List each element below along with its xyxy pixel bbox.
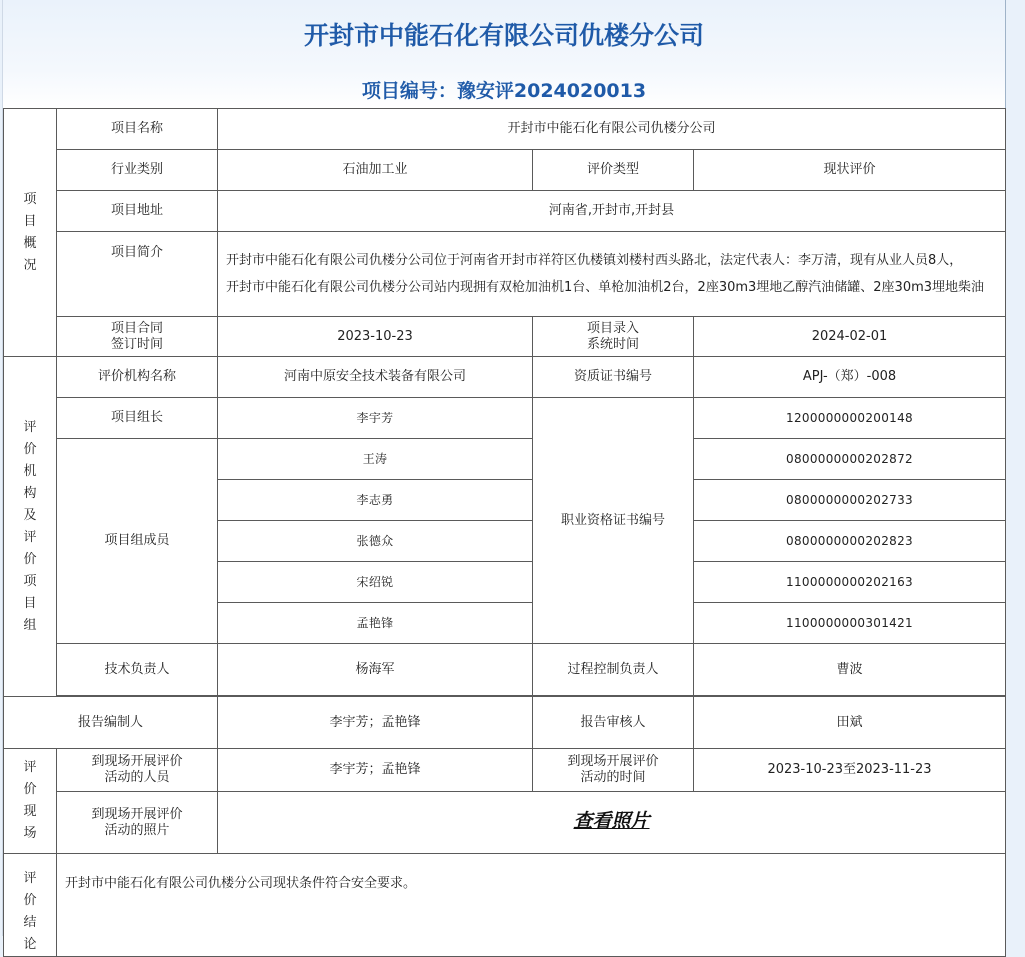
professional-cert-label: 职业资格证书编号 — [533, 398, 694, 644]
process-control-value: 曹波 — [694, 644, 1006, 696]
entry-date-label: 项目录入 系统时间 — [533, 317, 694, 357]
tech-lead-value: 杨海军 — [218, 644, 533, 696]
contract-date-value: 2023-10-23 — [218, 317, 533, 357]
site-people-value: 李宇芳；孟艳锋 — [218, 749, 533, 792]
address-value: 河南省,开封市,开封县 — [218, 191, 1006, 232]
report-page — [2, 0, 1006, 952]
site-photo-cell — [218, 792, 1006, 854]
contract-date-label: 项目合同 签订时间 — [57, 317, 218, 357]
intro-line-2: 开封市中能石化有限公司仇楼分公司站内现拥有双枪加油机1台、单枪加油机2台，2座30m3埋地乙醇汽油储罐、2座30m3埋地柴油 — [226, 280, 985, 295]
project-name-label: 项目名称 — [57, 109, 218, 150]
section-label-overview: 项 目 概 况 — [4, 109, 57, 357]
member-name: 宋绍锐 — [218, 562, 533, 603]
member-cert: 0800000000202823 — [694, 521, 1006, 562]
member-name: 李志勇 — [218, 480, 533, 521]
member-cert: 0800000000202872 — [694, 439, 1006, 480]
project-info-table — [3, 108, 1006, 957]
conclusion-text: 开封市中能石化有限公司仇楼分公司现状条件符合安全要求。 — [57, 854, 1006, 957]
member-name: 孟艳锋 — [218, 603, 533, 644]
process-control-label: 过程控制负责人 — [533, 644, 694, 696]
agency-name-value: 河南中原安全技术装备有限公司 — [218, 357, 533, 398]
leader-name: 李宇芳 — [218, 398, 533, 439]
report-reviewer-label: 报告审核人 — [533, 697, 694, 749]
report-reviewer-value: 田斌 — [694, 697, 1006, 749]
tech-lead-label: 技术负责人 — [57, 644, 218, 696]
leader-cert: 1200000000200148 — [694, 398, 1006, 439]
member-cert: 0800000000202733 — [694, 480, 1006, 521]
report-author-label: 报告编制人 — [4, 697, 218, 749]
qualification-cert-value: APJ-（郑）-008 — [694, 357, 1006, 398]
industry-label: 行业类别 — [57, 150, 218, 191]
view-photos-link[interactable]: 查看照片 — [573, 810, 650, 832]
intro-line-1: 开封市中能石化有限公司仇楼分公司位于河南省开封市祥符区仇楼镇刘楼村西头路北，法定代表人：李万清，现有从业人员8人， — [226, 253, 963, 268]
member-cert: 1100000000202163 — [694, 562, 1006, 603]
section-label-conclusion: 评 价 结 论 — [4, 854, 57, 957]
agency-name-label: 评价机构名称 — [57, 357, 218, 398]
member-name: 王涛 — [218, 439, 533, 480]
intro-text — [218, 232, 1006, 317]
member-name: 张德众 — [218, 521, 533, 562]
page-title: 开封市中能石化有限公司仇楼分公司 — [303, 21, 704, 50]
members-label: 项目组成员 — [57, 439, 218, 644]
report-author-value: 李宇芳；孟艳锋 — [218, 697, 533, 749]
intro-label: 项目简介 — [57, 232, 218, 317]
eval-type-value: 现状评价 — [694, 150, 1006, 191]
project-name-value: 开封市中能石化有限公司仇楼分公司 — [218, 109, 1006, 150]
site-people-label: 到现场开展评价 活动的人员 — [57, 749, 218, 792]
industry-value: 石油加工业 — [218, 150, 533, 191]
section-label-site: 评 价 现 场 — [4, 749, 57, 854]
eval-type-label: 评价类型 — [533, 150, 694, 191]
member-cert: 1100000000301421 — [694, 603, 1006, 644]
site-time-value: 2023-10-23至2023-11-23 — [694, 749, 1006, 792]
project-number: 项目编号：豫安评2024020013 — [361, 80, 647, 102]
entry-date-value: 2024-02-01 — [694, 317, 1006, 357]
section-label-agency: 评 价 机 构 及 评 价 项 目 组 — [4, 357, 57, 697]
address-label: 项目地址 — [57, 191, 218, 232]
site-photo-label: 到现场开展评价 活动的照片 — [57, 792, 218, 854]
qualification-cert-label: 资质证书编号 — [533, 357, 694, 398]
leader-label: 项目组长 — [57, 398, 218, 439]
site-time-label: 到现场开展评价 活动的时间 — [533, 749, 694, 792]
